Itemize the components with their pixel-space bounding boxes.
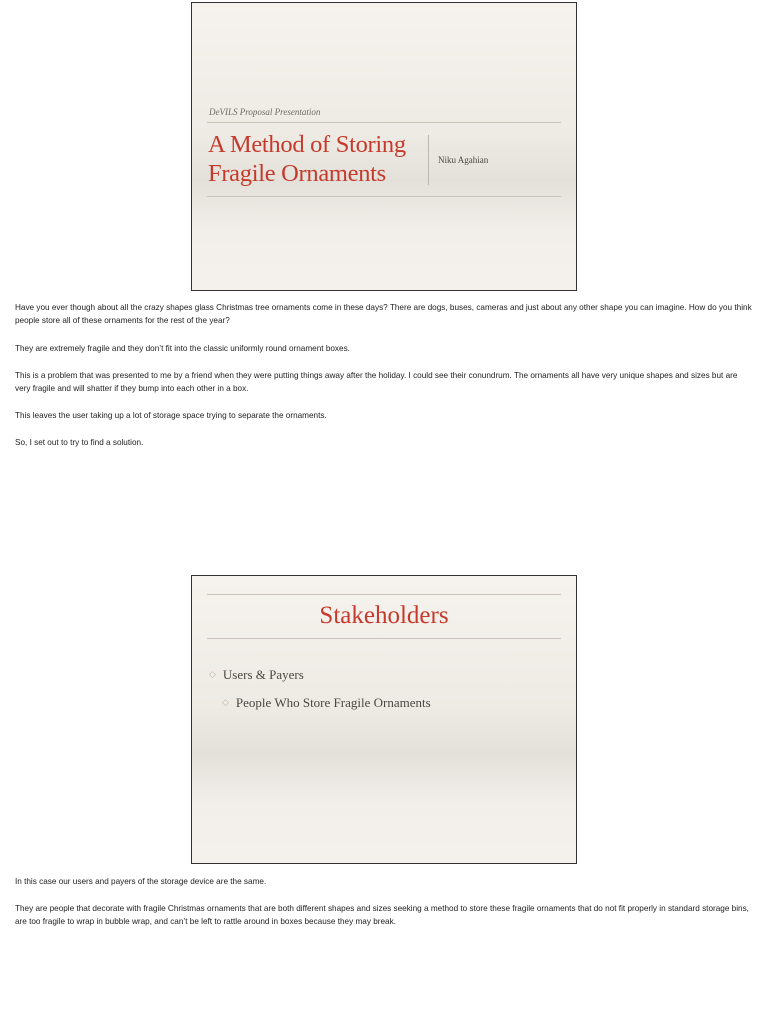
notes-paragraph: They are extremely fragile and they don’t fit into the classic uniformly round ornament boxes. — [15, 344, 350, 353]
stakeholders-slide — [191, 575, 577, 864]
diamond-bullet-icon: ◇ — [209, 669, 216, 679]
bullet-text: Users & Payers — [222, 667, 304, 682]
notes-paragraph: They are people that decorate with fragile Christmas ornaments that are both different shapes and sizes seeking a method to store these fragile ornaments that do not fit properly in standard storage bins, are too fragile to wrap in bubble wrap, and can’t be left to rattle around in boxes because they may break. — [15, 904, 749, 926]
top-divider — [207, 122, 561, 123]
diamond-bullet-icon: ◇ — [222, 697, 229, 707]
vertical-divider — [428, 135, 429, 185]
slide-title-line-2: Fragile Ornaments — [208, 160, 386, 187]
author-name: Niku Agahian — [438, 155, 489, 165]
slide-title — [208, 130, 406, 188]
slide-title: Stakeholders — [319, 602, 449, 629]
bullet-item — [209, 667, 304, 683]
bullet-text: People Who Store Fragile Ornaments — [235, 695, 431, 710]
notes-paragraph: So, I set out to try to find a solution. — [15, 438, 144, 447]
notes-paragraph: Have you ever though about all the crazy shapes glass Christmas tree ornaments come in these days? There are dogs, buses, cameras and just about any other shape you can imagine. How do you think people store all of these ornaments for the rest of the year? — [15, 303, 752, 325]
notes-paragraph: In this case our users and payers of the storage device are the same. — [15, 877, 267, 886]
notes-paragraph: This is a problem that was presented to me by a friend when they were putting things away after the holiday. I could see their conundrum. The ornaments all have very unique shapes and sizes but are very fragile and will shatter if they bump into each other in a box. — [15, 371, 738, 393]
top-divider — [207, 594, 561, 595]
title-slide — [191, 2, 577, 291]
slide-title-line-1: A Method of Storing — [208, 131, 406, 158]
notes-paragraph: This leaves the user taking up a lot of storage space trying to separate the ornaments. — [15, 411, 327, 420]
bottom-divider — [207, 196, 561, 197]
presentation-kicker: DeVILS Proposal Presentation — [209, 107, 321, 117]
sub-bullet-item — [222, 695, 431, 711]
title-divider — [207, 638, 561, 639]
